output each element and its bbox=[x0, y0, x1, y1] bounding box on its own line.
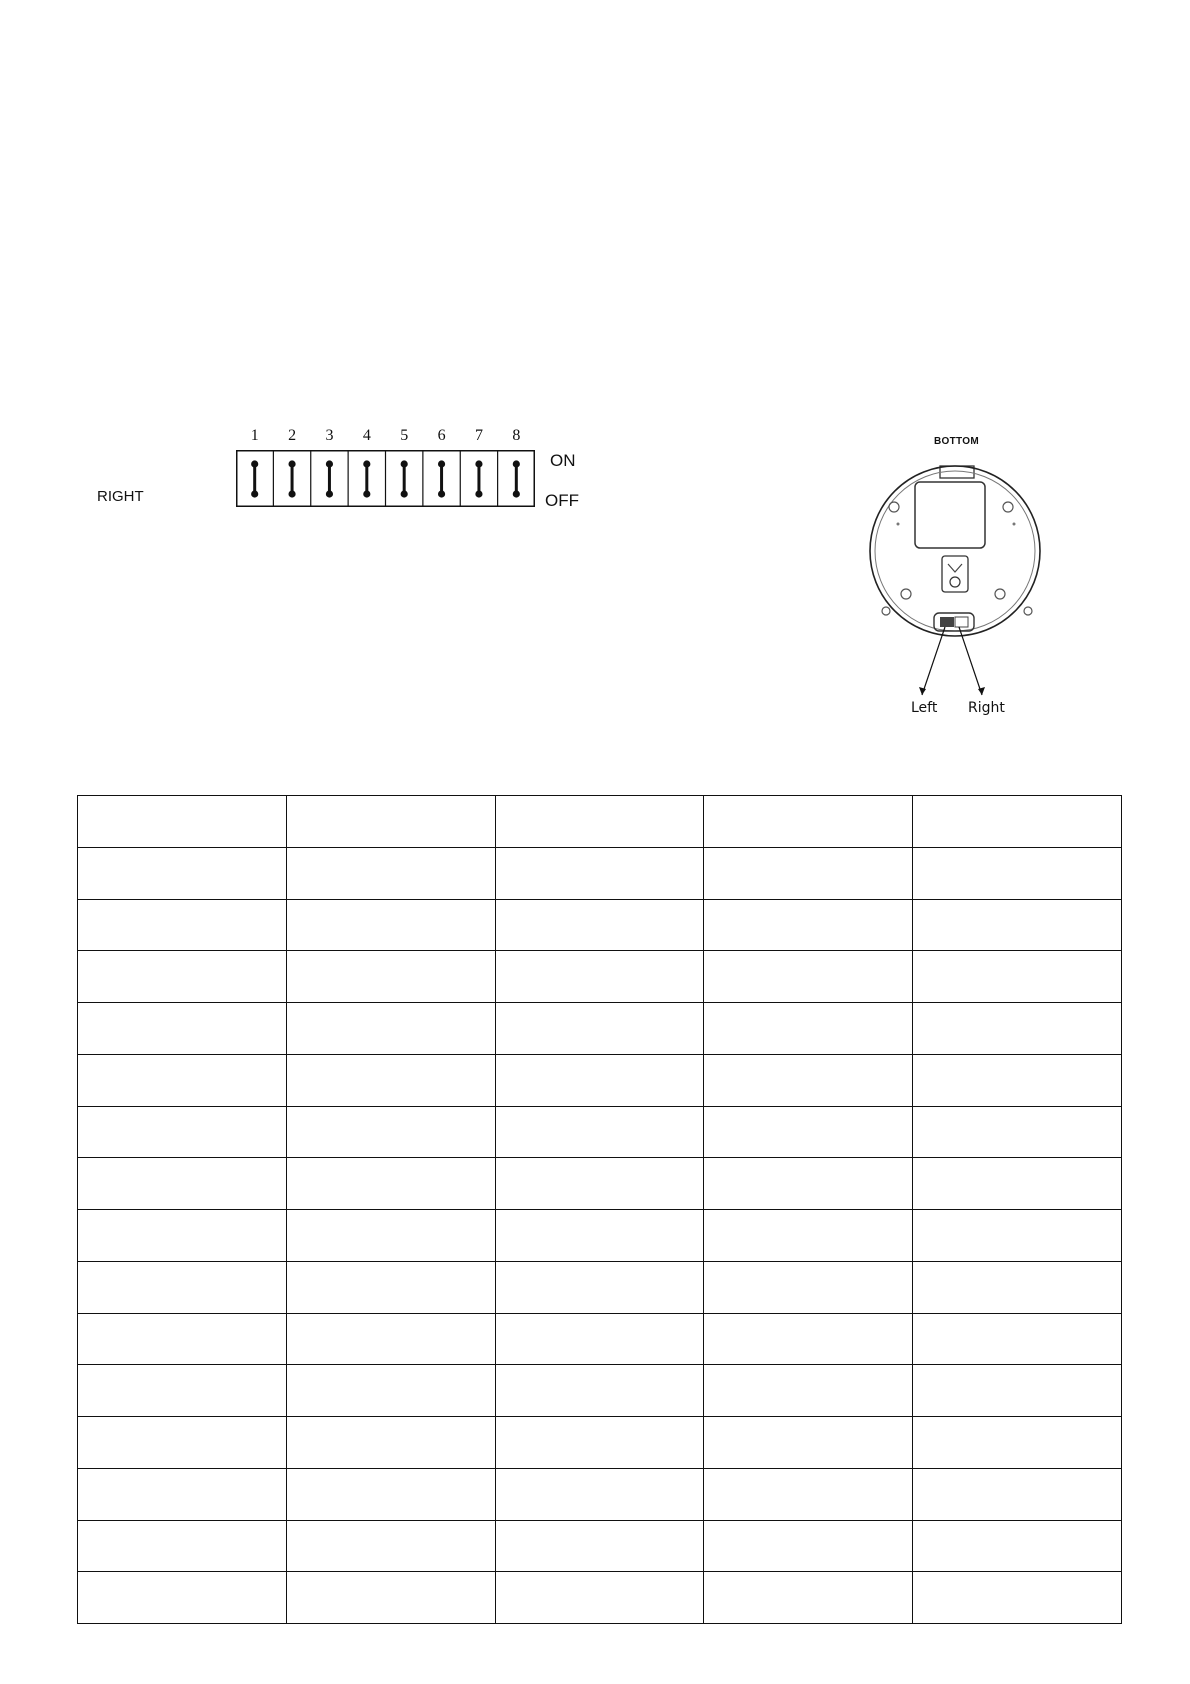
table-cell bbox=[78, 1003, 287, 1055]
table-cell bbox=[286, 1003, 495, 1055]
table-row bbox=[78, 1520, 1122, 1572]
right-arrowhead bbox=[978, 687, 985, 695]
screw-hole bbox=[1003, 502, 1013, 512]
table-row bbox=[78, 1261, 1122, 1313]
table-row bbox=[78, 1003, 1122, 1055]
table-cell bbox=[286, 796, 495, 848]
screw-hole bbox=[901, 589, 911, 599]
table-cell bbox=[913, 1003, 1122, 1055]
table-cell bbox=[913, 796, 1122, 848]
table-row bbox=[78, 1054, 1122, 1106]
table-cell bbox=[704, 1365, 913, 1417]
small-dot bbox=[897, 523, 900, 526]
table-cell bbox=[495, 1003, 704, 1055]
dip-toggle-end bbox=[326, 490, 333, 497]
dip-toggle-end bbox=[363, 460, 370, 467]
dip-position-number: 6 bbox=[437, 427, 446, 444]
connector-mark bbox=[948, 564, 962, 572]
table-row bbox=[78, 1313, 1122, 1365]
table-cell bbox=[495, 899, 704, 951]
table-cell bbox=[704, 1003, 913, 1055]
table-cell bbox=[78, 1054, 287, 1106]
table-cell bbox=[495, 1572, 704, 1624]
table-cell bbox=[704, 1261, 913, 1313]
outer-ring bbox=[870, 466, 1040, 636]
table-cell bbox=[495, 1210, 704, 1262]
diagram-top-label: BOTTOM bbox=[934, 436, 979, 447]
table-cell bbox=[78, 847, 287, 899]
side-label: RIGHT bbox=[97, 488, 144, 505]
settings-table bbox=[77, 795, 1122, 1624]
table-row bbox=[78, 1468, 1122, 1520]
right-arrow bbox=[959, 627, 982, 695]
table-cell bbox=[78, 1417, 287, 1469]
screw-hole bbox=[995, 589, 1005, 599]
left-switch bbox=[940, 617, 954, 627]
table-cell bbox=[913, 1158, 1122, 1210]
table-cell bbox=[495, 1054, 704, 1106]
table-cell bbox=[704, 1054, 913, 1106]
dip-toggle-end bbox=[513, 460, 520, 467]
table-cell bbox=[913, 1417, 1122, 1469]
table-cell bbox=[286, 1313, 495, 1365]
table-cell bbox=[286, 1520, 495, 1572]
table-cell bbox=[704, 1468, 913, 1520]
device-bottom-diagram bbox=[860, 430, 1050, 730]
dip-switch bbox=[236, 450, 535, 507]
dip-toggle-end bbox=[288, 490, 295, 497]
left-label: Left bbox=[911, 700, 938, 716]
table-cell bbox=[495, 1520, 704, 1572]
table-cell bbox=[913, 847, 1122, 899]
table-row bbox=[78, 1417, 1122, 1469]
table-cell bbox=[286, 1261, 495, 1313]
screw-hole bbox=[882, 607, 890, 615]
dip-toggle-end bbox=[401, 490, 408, 497]
table-cell bbox=[286, 1365, 495, 1417]
table-cell bbox=[495, 1313, 704, 1365]
table-row bbox=[78, 1210, 1122, 1262]
table-cell bbox=[704, 1520, 913, 1572]
table-cell bbox=[913, 1106, 1122, 1158]
table-cell bbox=[704, 1158, 913, 1210]
table-cell bbox=[286, 1210, 495, 1262]
table-row bbox=[78, 796, 1122, 848]
table-cell bbox=[704, 1417, 913, 1469]
table-cell bbox=[78, 1572, 287, 1624]
table-cell bbox=[704, 1106, 913, 1158]
inner-ring bbox=[875, 471, 1035, 631]
table-cell bbox=[495, 1261, 704, 1313]
square-recess bbox=[915, 482, 985, 548]
table-cell bbox=[913, 1365, 1122, 1417]
connector-port bbox=[950, 577, 960, 587]
table-cell bbox=[913, 1572, 1122, 1624]
table-cell bbox=[78, 1365, 287, 1417]
table-row bbox=[78, 847, 1122, 899]
table-cell bbox=[495, 796, 704, 848]
off-label: OFF bbox=[545, 491, 579, 510]
table-cell bbox=[495, 1158, 704, 1210]
screw-hole bbox=[1024, 607, 1032, 615]
dip-position-number: 4 bbox=[362, 427, 371, 444]
table-cell bbox=[495, 951, 704, 1003]
screw-hole bbox=[889, 502, 899, 512]
table-cell bbox=[78, 1313, 287, 1365]
dip-position-number: 1 bbox=[250, 427, 259, 444]
table-cell bbox=[78, 1520, 287, 1572]
dip-toggle-end bbox=[475, 460, 482, 467]
table-cell bbox=[704, 951, 913, 1003]
table-cell bbox=[286, 847, 495, 899]
dip-toggle-end bbox=[251, 490, 258, 497]
table-cell bbox=[913, 1210, 1122, 1262]
dip-toggle-end bbox=[438, 460, 445, 467]
table-cell bbox=[286, 1054, 495, 1106]
table-cell bbox=[913, 1261, 1122, 1313]
table-row bbox=[78, 1158, 1122, 1210]
right-label: Right bbox=[968, 700, 1005, 716]
table-cell bbox=[913, 1468, 1122, 1520]
table-cell bbox=[78, 1468, 287, 1520]
table-cell bbox=[913, 951, 1122, 1003]
dip-position-number: 7 bbox=[474, 427, 483, 444]
table-cell bbox=[286, 1468, 495, 1520]
dip-toggle-end bbox=[401, 460, 408, 467]
table-row bbox=[78, 899, 1122, 951]
table-cell bbox=[704, 1210, 913, 1262]
table-row bbox=[78, 951, 1122, 1003]
table-cell bbox=[286, 951, 495, 1003]
left-arrow bbox=[922, 627, 945, 695]
table-cell bbox=[704, 1572, 913, 1624]
table-cell bbox=[913, 899, 1122, 951]
dip-position-number: 2 bbox=[288, 427, 297, 444]
left-arrowhead bbox=[919, 687, 926, 695]
dip-position-number: 8 bbox=[512, 427, 521, 444]
dip-position-number: 3 bbox=[325, 427, 334, 444]
table-cell bbox=[495, 1106, 704, 1158]
table-row bbox=[78, 1572, 1122, 1624]
table-cell bbox=[286, 1158, 495, 1210]
table-cell bbox=[286, 1417, 495, 1469]
table-cell bbox=[704, 899, 913, 951]
table-cell bbox=[78, 951, 287, 1003]
table-cell bbox=[704, 847, 913, 899]
small-dot bbox=[1013, 523, 1016, 526]
right-switch bbox=[955, 617, 968, 627]
table-cell bbox=[495, 1468, 704, 1520]
table-row bbox=[78, 1365, 1122, 1417]
table-cell bbox=[286, 1106, 495, 1158]
device-diagram-graphic bbox=[860, 430, 1050, 730]
table-cell bbox=[78, 796, 287, 848]
table-cell bbox=[78, 1106, 287, 1158]
table-cell bbox=[78, 1261, 287, 1313]
dip-toggle-end bbox=[326, 460, 333, 467]
dip-toggle-end bbox=[475, 490, 482, 497]
dip-toggle-end bbox=[438, 490, 445, 497]
table-row bbox=[78, 1106, 1122, 1158]
dip-switch-graphic bbox=[236, 450, 535, 507]
table-cell bbox=[495, 847, 704, 899]
on-label: ON bbox=[550, 451, 576, 470]
dip-toggle-end bbox=[251, 460, 258, 467]
table-cell bbox=[78, 1158, 287, 1210]
dip-position-number: 5 bbox=[400, 427, 409, 444]
table-cell bbox=[286, 899, 495, 951]
dip-toggle-end bbox=[513, 490, 520, 497]
dip-toggle-end bbox=[363, 490, 370, 497]
table-cell bbox=[78, 899, 287, 951]
table-cell bbox=[704, 1313, 913, 1365]
table-cell bbox=[495, 1365, 704, 1417]
table-cell bbox=[286, 1572, 495, 1624]
table-cell bbox=[913, 1520, 1122, 1572]
table-cell bbox=[495, 1417, 704, 1469]
table-cell bbox=[704, 796, 913, 848]
table-cell bbox=[913, 1054, 1122, 1106]
dip-toggle-end bbox=[288, 460, 295, 467]
table-cell bbox=[78, 1210, 287, 1262]
table-cell bbox=[913, 1313, 1122, 1365]
